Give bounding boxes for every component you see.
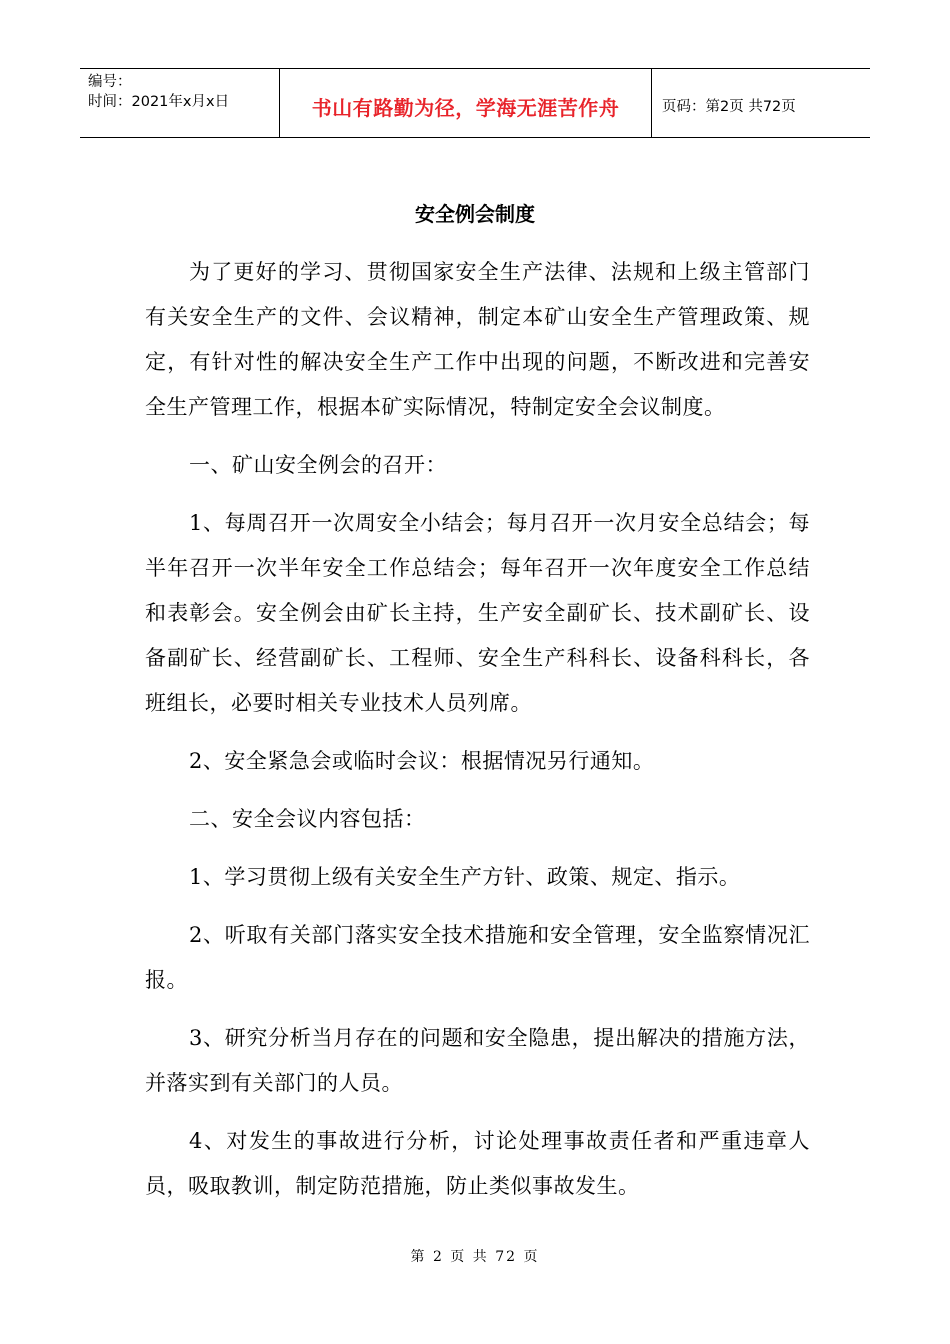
paragraph-item: 2、听取有关部门落实安全技术措施和安全管理，安全监察情况汇报。 (145, 923, 810, 992)
paragraph-intro: 为了更好的学习、贯彻国家安全生产法律、法规和上级主管部门有关安全生产的文件、会议精神，制定本矿山安全生产管理政策、规定，有针对性的解决安全生产工作中出现的问题，不断改进和完善安全生产管理工作，根据本矿实际情况，特制定安全会议制度。 (145, 260, 810, 419)
header-page-number: 页码：第2页 共72页 (662, 98, 796, 115)
code-label: 编号： (88, 74, 132, 90)
paragraph-item: 3、研究分析当月存在的问题和安全隐患，提出解决的措施方法，并落实到有关部门的人员。 (145, 1026, 810, 1095)
paragraph-item: 1、每周召开一次周安全小结会；每月召开一次月安全总结会；每半年召开一次半年安全工作总结会；每年召开一次年度安全工作总结和表彰会。安全例会由矿长主持，生产安全副矿长、技术副矿长、设备副矿长、经营副矿长、工程师、安全生产科科长、设备科科长，各班组长，必要时相关专业技术人员列席。 (145, 511, 810, 715)
paragraph-item: 2、安全紧急会或临时会议：根据情况另行通知。 (189, 749, 655, 773)
header-meta (80, 69, 280, 137)
date-label: 时间：2021年x月x日 (88, 94, 230, 110)
document-body (145, 250, 810, 1222)
section-heading-2: 二、安全会议内容包括： (189, 807, 426, 831)
page-header (80, 68, 870, 138)
document-title: 安全例会制度 (415, 202, 535, 226)
header-motto: 书山有路勤为径，学海无涯苦作舟 (280, 69, 652, 137)
page-footer: 第 2 页 共 72 页 (410, 1249, 540, 1265)
section-heading-1: 一、矿山安全例会的召开： (189, 453, 447, 477)
paragraph-item: 1、学习贯彻上级有关安全生产方针、政策、规定、指示。 (189, 865, 741, 889)
paragraph-item: 4、对发生的事故进行分析，讨论处理事故责任者和严重违章人员，吸取教训，制定防范措施，防止类似事故发生。 (145, 1129, 810, 1198)
